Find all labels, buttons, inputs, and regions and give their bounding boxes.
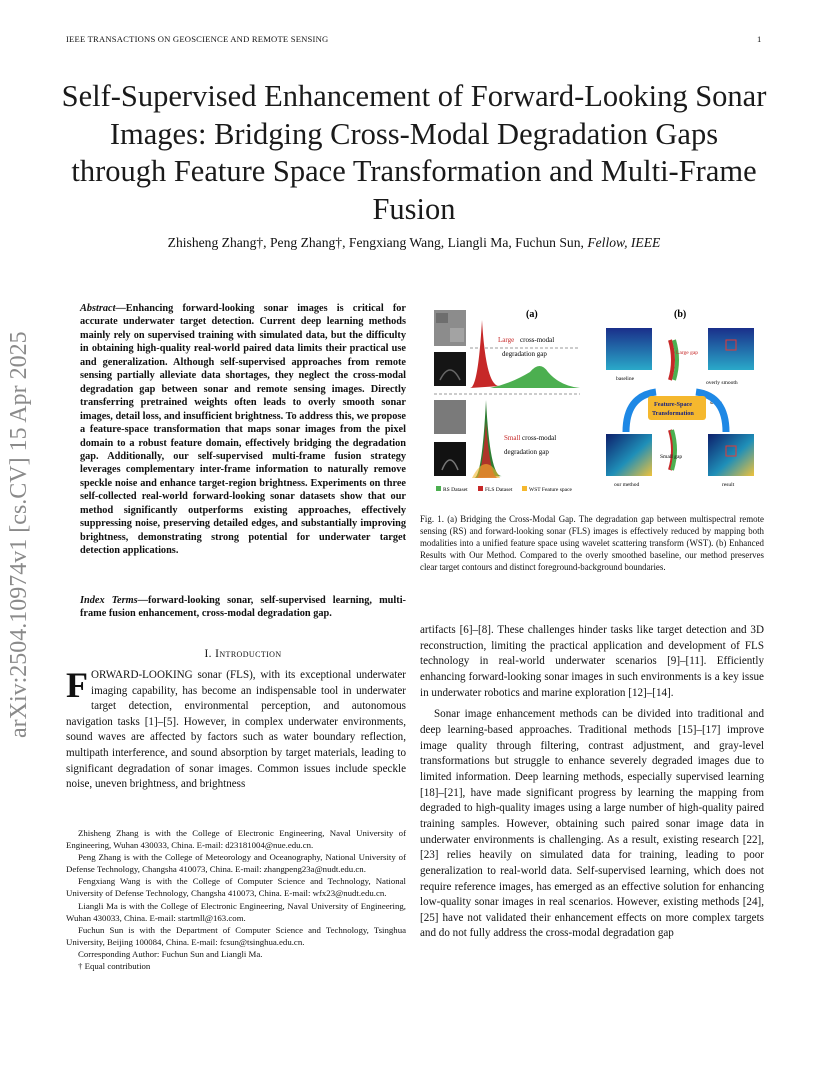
panel-a-label: (a) <box>526 309 538 320</box>
rs-texture <box>450 328 464 342</box>
legend-swatch-fls <box>478 486 483 491</box>
figure-caption <box>420 513 764 573</box>
abstract-text: —Enhancing forward-looking sonar images is critical for accurate underwater target detection. Current deep learning methods mainly rely on supervised training with simulated data, but the difficulty in obtaining high-quality real-world paired data limits their practical use and generalization. Although self-supervised approaches from remote sensing partially alleviate data shortages, they neglect the cross-modal degradation gap between sonar and remote sensing images. Directly transferring pretrained weights often leads to overly smooth sonar images, detail loss, and insufficient brightness. To address this, we propose a feature-space transformation that maps sonar images from the pixel domain to a robust feature domain, effectively bridging the degradation gap. Additionally, our self-supervised multi-frame fusion strategy leverages complementary inter-frame information to naturally remove speckle noise and enhance target-region brightness. Experiments on three self-collected real-world forward-looking sonar datasets show that our method significantly outperforms existing approaches, effectively suppressing noise, preserving detailed edges, and substantially improving brightness, demonstrating strong potential for underwater target detection applications. <box>80 303 406 557</box>
legend-fls: FLS Dataset <box>485 487 513 493</box>
index-terms-label: Index Terms <box>80 595 138 606</box>
intro-text: sonar (FLS), with its exceptional underwater imaging capability, has become an indispensable tool in underwater target detection, environmental perception, and autonomous navigation tasks [1]–[5]. However, in complex underwater environments, sound waves are affected by factors such as water boundary reflection, multipath interference, and sound absorption by target materials, leading to significant degradation of sonar images. Common issues include speckle noise, uneven brightness, and brightness <box>66 669 406 791</box>
baseline-image <box>606 328 652 370</box>
legend-wst: WST Feature space <box>529 487 572 493</box>
large-gap-label: Large gap <box>676 350 699 356</box>
right-column-body <box>420 623 764 942</box>
footnote: Fengxiang Wang is with the College of Computer Science and Technology, National University of Defense Technology, Changsha 410073, China. E-mail: wfx23@nudt.edu.cn. <box>66 876 406 899</box>
feature-space-label-2: Transformation <box>652 410 694 417</box>
fls-distribution <box>470 320 500 388</box>
caption-label: Fig. 1. <box>420 514 444 524</box>
small-gap-label: Small gap <box>660 454 683 460</box>
sharp-label: sharp <box>710 400 722 406</box>
wst-distribution <box>472 464 500 478</box>
section-number: I. <box>204 648 212 660</box>
baseline-zoom-image <box>708 328 754 370</box>
index-terms <box>80 594 406 621</box>
fls-image-2 <box>434 442 466 476</box>
figure-1 <box>430 300 764 500</box>
paper-title: Self-Supervised Enhancement of Forward-Looking Sonar Images: Bridging Cross-Modal Degradation Gaps through Feature Space Transformation and Multi-Frame Fusion <box>61 79 767 226</box>
baseline-label: baseline <box>616 376 635 382</box>
gap-label-large-degradation: degradation gap <box>502 350 547 358</box>
running-header: IEEE TRANSACTIONS ON GEOSCIENCE AND REMOTE SENSING <box>66 34 329 44</box>
footnote: Liangli Ma is with the College of Electronic Engineering, Naval University of Engineering, Wuhan 430033, China. E-mail: startmll@163.com. <box>66 900 406 923</box>
rs-image-2 <box>434 400 466 434</box>
result-label: result <box>722 482 735 488</box>
fls-image-1 <box>434 352 466 386</box>
abstract-label: Abstract <box>80 303 116 314</box>
page-number: 1 <box>757 34 762 44</box>
caption-text: (a) Bridging the Cross-Modal Gap. The degradation gap between multispectral remote sensing (RS) and forward-looking sonar (FLS) images is effectively reduced by mapping both modalities into a unified feature space using wavelet scattering transform (WST). (b) Enhanced Results with Our Method. Compared to the overly smoothed baseline, our method preserves clear target contours and distinct foreground-background boundaries. <box>420 514 764 573</box>
gap-label-small-degradation: degradation gap <box>504 448 549 456</box>
author-fellow: Fellow, IEEE <box>587 235 661 250</box>
rs-distribution <box>490 366 580 388</box>
body-paragraph: Sonar image enhancement methods can be divided into traditional and deep learning-based approaches. Traditional methods [15]–[17] improve image quality through filtering, contrast adjustment, and gray-level transformations but struggle to enhance severely degraded images due to limited information. Deep learning methods, especially supervised learning [18]–[21], have made significant progress by learning the mapping from degraded to high-quality images using a large number of high-quality paired training samples. However, obtaining such paired sonar image data in underwater environments is challenging. As a result, existing research [22], [23] relies heavily on simulated data for training, leading to poor generalization to real-world data. Self-supervised learning, which does not require reference images, has emerged as an effective solution for enhancing low-quality sonar images in real scenarios. However, existing methods [24], [25] have not validated their enhancement effects on more complex targets and do not fully address the cross-modal degradation gap <box>420 708 764 940</box>
abstract <box>80 302 406 558</box>
gap-label-large-word: Large <box>498 336 515 344</box>
result-zoom-image <box>708 434 754 476</box>
footnotes <box>66 827 406 972</box>
legend-swatch-rs <box>436 486 441 491</box>
arxiv-stamp: arXiv:2504.10974v1 [cs.CV] 15 Apr 2025 <box>6 331 32 738</box>
author-list <box>60 235 768 251</box>
body-paragraph: artifacts [6]–[8]. These challenges hinder tasks like target detection and 3D reconstruction, limiting the practical application and development of FLS technology in real-world underwater scenarios [9]–[11]. Efficiently enhancing forward-looking sonar images in such environments is a key issue in underwater robotics and marine exploration [12]–[14]. <box>420 624 764 699</box>
footnote: † Equal contribution <box>78 961 151 972</box>
author-names: Zhisheng Zhang†, Peng Zhang†, Fengxiang Wang, Liangli Ma, Fuchun Sun, <box>167 235 584 250</box>
footnote: Zhisheng Zhang is with the College of Electronic Engineering, Naval University of Engineering, Wuhan 430033, China. E-mail: d23181004@nue.edu.cn. <box>66 828 406 851</box>
gap-label-large-modal: cross-modal <box>520 336 555 344</box>
rs-texture <box>436 313 448 323</box>
legend-swatch-wst <box>522 486 527 491</box>
index-terms-text: —forward-looking sonar, self-supervised learning, multi-frame fusion enhancement, cross-modal degradation gap. <box>80 595 406 620</box>
gap-label-small-modal: cross-modal <box>522 434 557 442</box>
our-method-image <box>606 434 652 476</box>
gap-label-small-word: Small <box>504 434 521 442</box>
section-title: Introduction <box>215 648 282 660</box>
feature-space-label-1: Feature-Space <box>654 401 693 408</box>
section-heading-introduction <box>80 648 406 660</box>
footnote: Fuchun Sun is with the Department of Computer Science and Technology, Tsinghua University, Beijing 100084, China. E-mail: fcsun@tsinghua.edu.cn. <box>66 924 406 947</box>
legend-rs: RS Dataset <box>443 487 468 493</box>
footnote: Peng Zhang is with the College of Meteorology and Oceanography, National University of Defense Technology, Changsha 410073, China. E-mail: zhangpeng23a@nudt.edu.cn. <box>66 852 406 875</box>
panel-b-label: (b) <box>674 309 687 320</box>
footnote: Corresponding Author: Fuchun Sun and Liangli Ma. <box>78 948 263 959</box>
overly-smooth-label: overly smooth <box>706 380 738 386</box>
large-gap-distribution <box>670 340 673 380</box>
drop-cap: F <box>66 665 88 705</box>
intro-paragraph <box>66 665 406 793</box>
our-method-label: our method <box>614 482 640 488</box>
intro-lead: ORWARD-LOOKING <box>91 669 193 681</box>
